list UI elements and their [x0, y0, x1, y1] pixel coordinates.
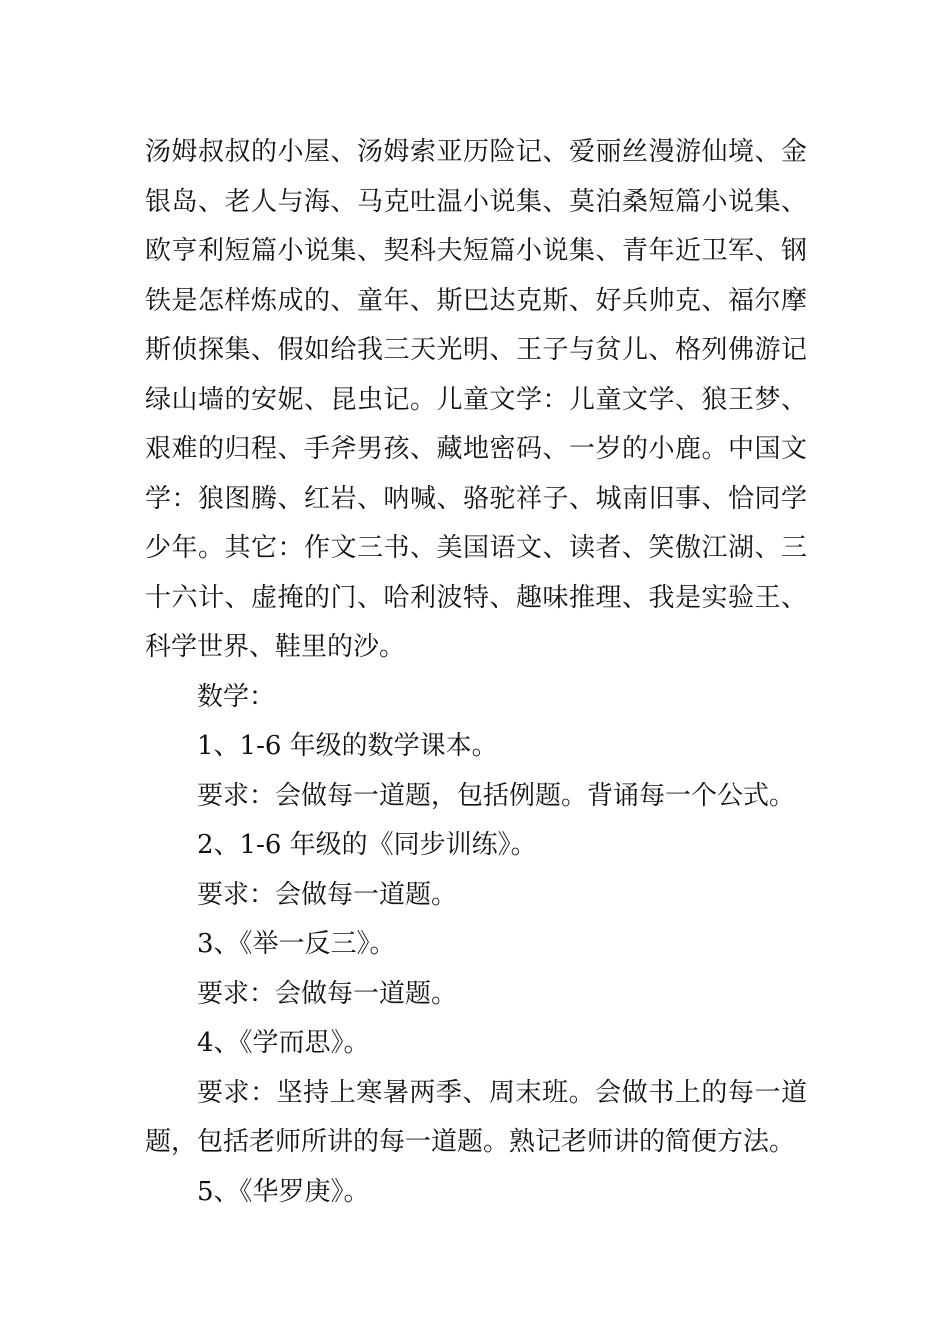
- paragraph-item-5: 5、《华罗庚》。: [197, 1176, 370, 1207]
- paragraph-requirement-4: 要求：坚持上寒暑两季、周末班。会做书上的每一道题，包括老师所讲的每一道题。熟记老师讲的简便方法。: [145, 1077, 807, 1157]
- paragraph-item-3: 3、《举一反三》。: [197, 929, 396, 959]
- paragraph-item-1: 1、1-6 年级的数学课本。: [197, 731, 498, 761]
- paragraph-item-4: 4、《学而思》。: [197, 1028, 370, 1058]
- paragraph-reading-list: 汤姆叔叔的小屋、汤姆索亚历险记、爱丽丝漫游仙境、金银岛、老人与海、马克吐温小说集、莫泊桑短篇小说集、欧亨利短篇小说集、契科夫短篇小说集、青年近卫军、钢铁是怎样炼成的、童年、斯巴达克斯、好兵帅克、福尔摩斯侦探集、假如给我三天光明、王子与贫儿、格列佛游记绿山墙的安妮、昆虫记。儿童文学：儿童文学、狼王梦、艰难的归程、手斧男孩、藏地密码、一岁的小鹿。中国文学：狼图腾、红岩、呐喊、骆驼祥子、城南旧事、恰同学少年。其它：作文三书、美国语文、读者、笑傲江湖、三十六计、虚掩的门、哈利波特、趣味推理、我是实验王、科学世界、鞋里的沙。: [145, 137, 807, 662]
- paragraph-item-2: 2、1-6 年级的《同步训练》。: [197, 830, 537, 860]
- paragraph-math-heading: 数学：: [197, 681, 276, 712]
- document-body: [145, 128, 807, 1217]
- paragraph-requirement-1: 要求：会做每一道题，包括例题。背诵每一个公式。: [197, 780, 796, 811]
- paragraph-requirement-3: 要求：会做每一道题。: [197, 978, 458, 1009]
- paragraph-requirement-2: 要求：会做每一道题。: [197, 879, 458, 910]
